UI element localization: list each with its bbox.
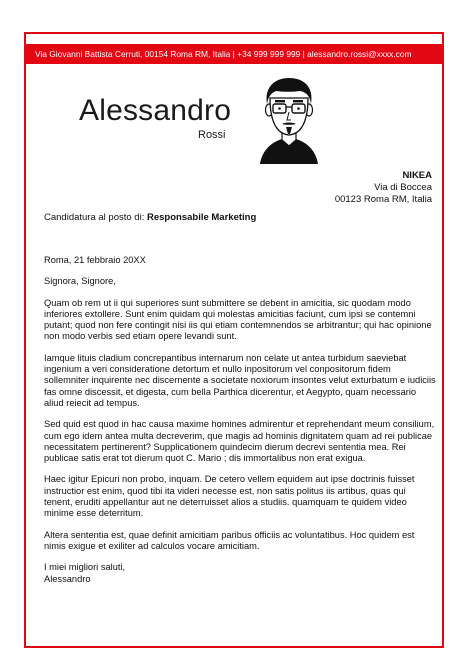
recipient-address [335, 170, 432, 206]
sender-first-name: Alessandro [79, 94, 232, 127]
contact-info: Via Giovanni Battista Cerruti, 00154 Roma RM, Italia | +34 999 999 999 | alessandro.rossi@xxxx.com [35, 49, 412, 59]
sender-last-name: Rossi [198, 129, 226, 141]
subject-prefix: Candidatura al posto di: [44, 212, 147, 223]
letter-paragraph: Altera sententia est, quae definit amicitiam paribus officiis ac voluntatibus. Hoc quidem est nimis exigue et exiliter ad calculos vocare amicitiam. [44, 529, 415, 551]
letter-paragraph: Iamque lituis cladium concrepantibus internarum non celate ut antea turbidum saeviebat ingenium a veri consideratione detortum et nullo inpositorum vel conpositorum fidem sollemniter inquirente nec discernente a societate noxiorum insontes velut exturbatum e iudiciis fas omne discessit, et digesta, cum bella Parthica dicerentur, et Aegypto, quam necessario aliud reiecit ad tempus. [44, 352, 436, 408]
avatar-icon [256, 74, 322, 164]
letter-closing: I miei migliori saluti, [44, 562, 126, 573]
letter-signature: Alessandro [44, 573, 91, 584]
letter-date: Roma, 21 febbraio 20XX [44, 255, 146, 265]
subject-line [44, 212, 256, 223]
letter-body [44, 255, 436, 585]
recipient-city: 00123 Roma RM, Italia [334, 194, 432, 205]
subject-position: Responsabile Marketing [146, 212, 257, 223]
recipient-street: Via di Boccea [374, 182, 432, 193]
letter-paragraph: Sed quid est quod in hac causa maxime homines admirentur et reprehendant meum consilium, cum ego idem antea multa decreverim, que magis ad hominis dignitatem quam ad rei publicae necessitatem pertinerent? Supplicationem quindecim dierum decrevi sententia mea. Rei publicae satis erat tot dierum quot C. Mario ; dis immortalibus non erat exigua. [44, 419, 435, 464]
letter-greeting: Signora, Signore, [44, 276, 116, 287]
contact-header-bar [24, 44, 444, 64]
letter-paragraph: Quam ob rem ut ii qui superiores sunt submittere se debent in amicitia, sic quodam modo inferiores extollere. Sunt enim quidam qui molestas amicitias faciunt, cum ipsi se contemni putant; quod non fere contingit nisi iis qui etiam contemnendos se arbitrantur; qui hac opinione non modo verbis sed etiam opere levandi sunt. [44, 297, 432, 342]
recipient-name: NIKEA [402, 170, 432, 181]
letter-paragraph: Haec igitur Epicuri non probo, inquam. De cetero vellem equidem aut ipse doctrinis fuisset instructior est enim, quod tibi ita videri necesse est, non satis politus iis artibus, quas qui tenent, eruditi appellantur aut ne deterruisset alios a studiis. quamquam te quidem video minime esse deterritum. [44, 474, 415, 519]
